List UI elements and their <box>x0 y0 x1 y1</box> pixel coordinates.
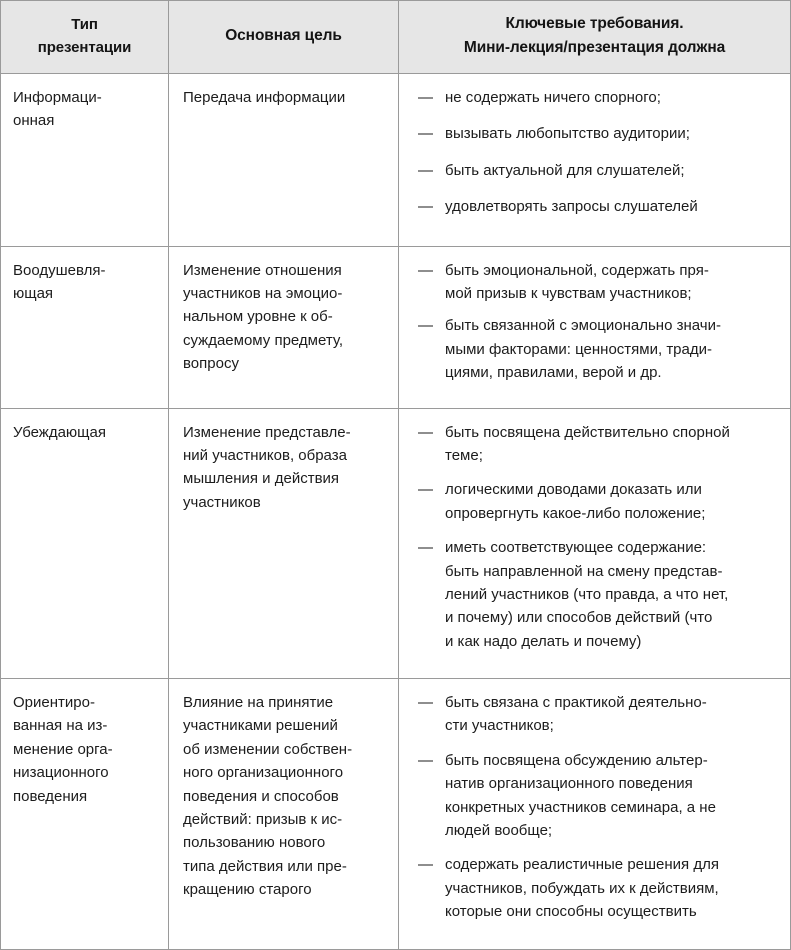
em-dash-bullet-icon: — <box>418 423 433 441</box>
requirement-line: и как надо делать и почему) <box>445 632 642 650</box>
main-goal-line: вопросу <box>183 355 239 373</box>
requirement-line: мой призыв к чувствам участников; <box>445 284 692 302</box>
requirement-item <box>409 853 778 923</box>
requirement-line: содержать реалистичные решения для <box>445 856 719 874</box>
main-goal-line: действий: призыв к ис- <box>183 811 343 829</box>
requirement-line: удовлетворять запросы слушателей <box>445 198 698 216</box>
main-goal-line: суждаемому предмету, <box>183 331 344 349</box>
em-dash-bullet-icon: — <box>418 161 433 179</box>
requirement-line: вызывать любопытство аудитории; <box>445 125 690 143</box>
presentation-type-line: Ориентиро- <box>13 694 95 712</box>
requirement-line: людей вообще; <box>445 822 553 840</box>
requirement-item <box>409 86 778 109</box>
requirement-item <box>409 159 778 182</box>
em-dash-bullet-icon: — <box>418 125 433 143</box>
column-header-goal <box>169 1 399 74</box>
column-header-line: презентации <box>37 39 132 57</box>
requirement-line: конкретных участников семинара, а не <box>445 798 716 816</box>
cell-main-goal <box>169 679 399 950</box>
main-goal-line: пользованию нового <box>183 834 326 852</box>
presentation-type-line: менение орга- <box>13 740 113 758</box>
column-header-type <box>1 1 169 74</box>
requirement-line: быть посвящена действительно спорной <box>445 423 730 441</box>
requirement-line: быть направленной на смену представ- <box>445 562 723 580</box>
requirement-line: быть посвящена обсуждению альтер- <box>445 751 708 769</box>
em-dash-bullet-icon: — <box>418 261 433 279</box>
column-header-requirements <box>399 1 791 74</box>
column-header-line: Ключевые требования. <box>505 15 684 32</box>
requirement-line: опровергнуть какое-либо положение; <box>445 504 706 522</box>
requirement-item <box>409 536 778 653</box>
em-dash-bullet-icon: — <box>418 89 433 107</box>
table-row <box>1 679 791 950</box>
requirement-line: циями, правилами, верой и др. <box>445 364 662 382</box>
requirement-line: теме; <box>445 446 483 464</box>
presentation-type-line: поведения <box>13 787 88 805</box>
column-header-line: Мини-лекция/презентация должна <box>463 39 726 57</box>
main-goal-line: ний участников, образа <box>183 446 347 464</box>
requirement-line: лений участников (что правда, а что нет, <box>445 585 729 603</box>
requirement-line: натив организационного поведения <box>445 775 693 793</box>
requirement-line: иметь соответствующее содержание: <box>445 539 707 557</box>
em-dash-bullet-icon: — <box>418 694 433 712</box>
main-goal-line: нальном уровне к об- <box>183 308 333 326</box>
requirement-line: участников, побуждать их к действиям, <box>445 879 719 897</box>
requirement-item <box>409 478 778 525</box>
cell-key-requirements <box>399 246 791 408</box>
presentation-type-line: онная <box>13 112 55 130</box>
cell-key-requirements <box>399 74 791 247</box>
em-dash-bullet-icon: — <box>418 198 433 216</box>
cell-main-goal <box>169 74 399 247</box>
requirements-list <box>409 86 778 219</box>
requirement-item <box>409 314 778 384</box>
em-dash-bullet-icon: — <box>418 856 433 874</box>
column-header-line: Основная цель <box>225 27 342 44</box>
requirement-line: быть актуальной для слушателей; <box>445 161 685 179</box>
presentation-type-line: Убеждающая <box>13 423 106 441</box>
requirement-line: и почему) или способов действий (что <box>445 609 713 627</box>
requirement-item <box>409 749 778 843</box>
main-goal-line: Изменение отношения <box>183 261 342 279</box>
main-goal-line: типа действия или пре- <box>183 857 347 875</box>
em-dash-bullet-icon: — <box>418 317 433 335</box>
main-goal-line: ного организационного <box>183 764 344 782</box>
table-row <box>1 408 791 679</box>
presentation-type-line: Информаци- <box>13 89 102 107</box>
main-goal-line: участниками решений <box>183 717 338 735</box>
cell-main-goal <box>169 246 399 408</box>
presentation-type-line: ванная на из- <box>13 717 108 735</box>
table-body <box>1 74 791 950</box>
requirement-line: быть связана с практикой деятельно- <box>445 694 707 712</box>
cell-main-goal <box>169 408 399 679</box>
table-header <box>1 1 791 74</box>
requirement-line: не содержать ничего спорного; <box>445 89 661 107</box>
main-goal-line: Влияние на принятие <box>183 694 334 712</box>
requirement-item <box>409 691 778 738</box>
requirements-list <box>409 421 778 654</box>
requirement-item <box>409 122 778 145</box>
main-goal-line: мышления и действия <box>183 470 340 488</box>
main-goal-line: Передача информации <box>183 89 346 107</box>
main-goal-line: участников на эмоцио- <box>183 284 343 302</box>
presentation-type-line: ющая <box>13 284 54 302</box>
requirement-line: логическими доводами доказать или <box>445 481 702 499</box>
requirement-line: сти участников; <box>445 717 554 735</box>
cell-key-requirements <box>399 408 791 679</box>
em-dash-bullet-icon: — <box>418 481 433 499</box>
cell-key-requirements <box>399 679 791 950</box>
table-header-row <box>1 1 791 74</box>
requirement-item <box>409 195 778 218</box>
column-header-line: Тип <box>71 15 98 33</box>
cell-presentation-type <box>1 74 169 247</box>
requirements-list <box>409 691 778 924</box>
cell-presentation-type <box>1 408 169 679</box>
requirement-line: которые они способны осуществить <box>445 903 697 921</box>
em-dash-bullet-icon: — <box>418 539 433 557</box>
main-goal-line: поведения и способов <box>183 787 339 805</box>
main-goal-line: кращению старого <box>183 881 312 899</box>
main-goal-line: Изменение представле- <box>183 423 351 441</box>
main-goal-line: участников <box>183 493 261 511</box>
requirement-item <box>409 421 778 468</box>
table-row <box>1 74 791 247</box>
requirement-line: быть связанной с эмоционально значи- <box>445 317 721 335</box>
cell-presentation-type <box>1 246 169 408</box>
table-row <box>1 246 791 408</box>
requirements-list <box>409 259 778 385</box>
presentation-type-line: Воодушевля- <box>13 261 106 279</box>
em-dash-bullet-icon: — <box>418 751 433 769</box>
presentation-type-line: низационного <box>13 764 109 782</box>
requirement-line: быть эмоциональной, содержать пря- <box>445 261 709 279</box>
requirement-line: мыми факторами: ценностями, тради- <box>445 340 712 358</box>
requirement-item <box>409 259 778 306</box>
cell-presentation-type <box>1 679 169 950</box>
main-goal-line: об изменении собствен- <box>183 740 353 758</box>
